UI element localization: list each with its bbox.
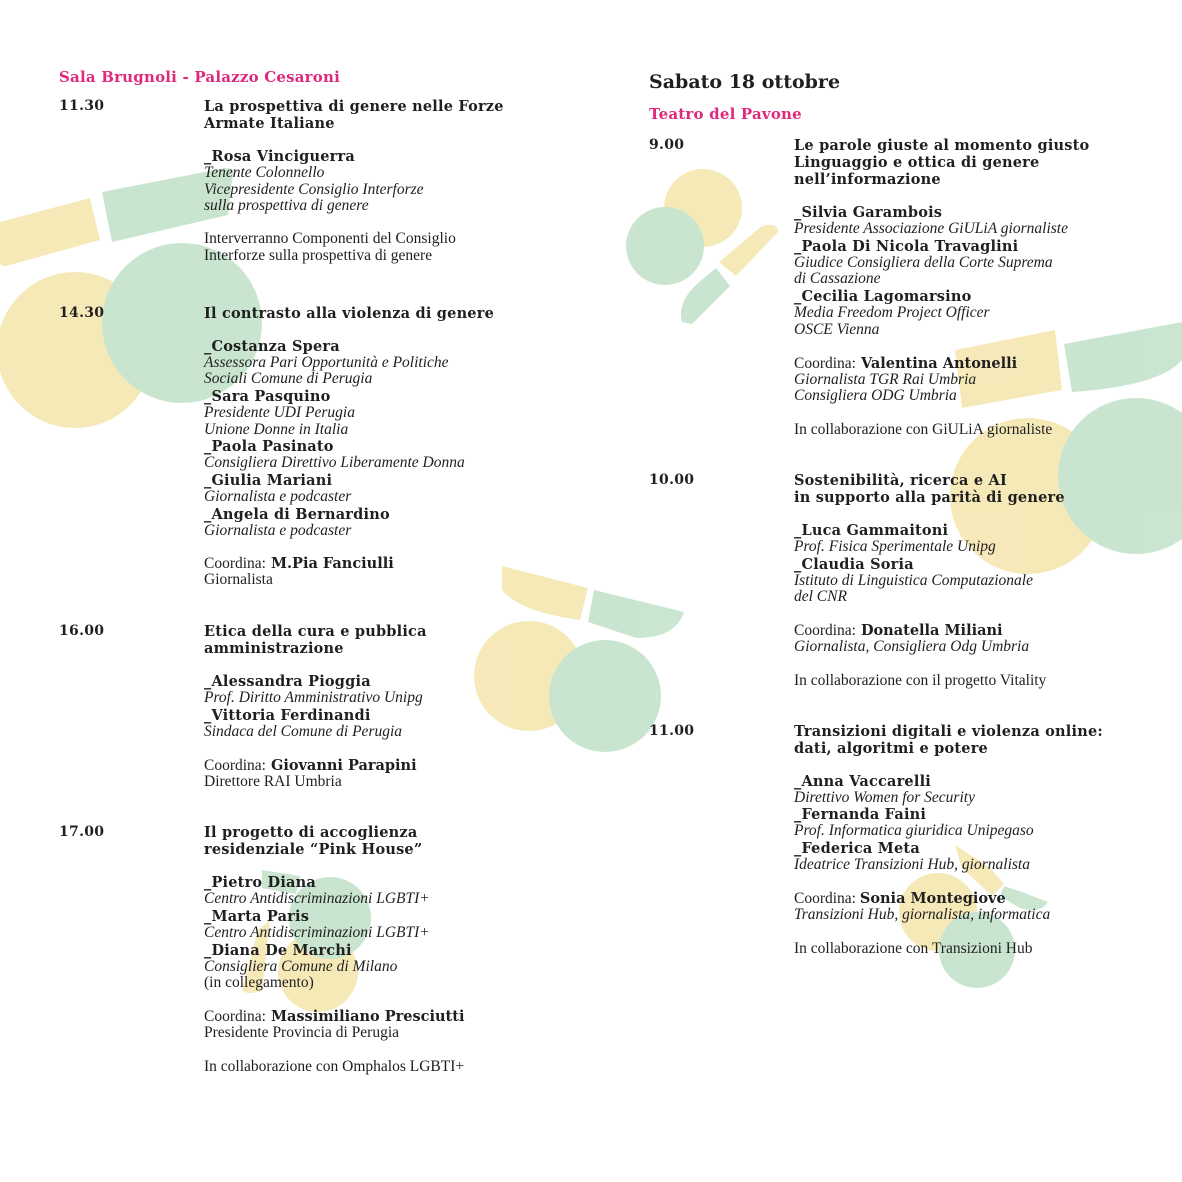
speaker-entry (204, 148, 579, 215)
speaker-entry (794, 288, 1174, 338)
spacer (794, 874, 1174, 890)
speaker-entry (204, 388, 579, 438)
coordinator-role: Giornalista (204, 571, 273, 589)
speaker-entry (204, 506, 579, 540)
speaker-role: Presidente Associazione GiULiA giornaliste (794, 220, 1068, 237)
program-session (59, 824, 579, 1075)
collaboration-note: In collaborazione con GiULiA giornaliste (794, 420, 1053, 438)
speaker-name: _Vittoria Ferdinandi (204, 706, 371, 724)
session-note: Interverranno Componenti del Consiglio (204, 230, 456, 248)
coordinator-label: Coordina: (204, 1008, 266, 1026)
speaker-name: _Luca Gammaitoni (794, 521, 949, 539)
coordinator-line (204, 555, 579, 572)
coordinator-line (204, 757, 579, 774)
session-title-line: Le parole giuste al momento giusto (794, 137, 1090, 154)
speaker-role: Centro Antidiscriminazioni LGBTI+ (204, 890, 430, 908)
coordinator-line (794, 355, 1174, 372)
speaker-role: Vicepresidente Consiglio Interforze (204, 180, 424, 198)
speaker-entry (204, 338, 579, 388)
collaboration-note: In collaborazione con Transizioni Hub (794, 939, 1033, 957)
coordinator-label: Coordina: (204, 756, 266, 774)
spacer (204, 539, 579, 555)
session-title-line: La prospettiva di genere nelle Forze (204, 98, 504, 115)
coordinator-name: Donatella Miliani (860, 622, 1003, 640)
speaker-role: Giudice Consigliera della Corte Suprema (794, 253, 1053, 271)
collaboration-note: In collaborazione con il progetto Vitality (794, 671, 1047, 689)
coordinator-role: Giornalista, Consigliera Odg Umbria (794, 638, 1030, 656)
session-time: 17.00 (59, 824, 105, 841)
session-title-line: in supporto alla parità di genere (794, 488, 1065, 506)
speaker-role: Direttivo Women for Security (794, 788, 975, 806)
coordinator-role: Transizioni Hub, giornalista, informatica (794, 905, 1051, 923)
day-heading: Sabato 18 ottobre (649, 71, 841, 93)
speaker-role: Centro Antidiscriminazioni LGBTI+ (204, 923, 430, 941)
speaker-name: _Giulia Mariani (204, 472, 333, 490)
speaker-role: OSCE Vienna (794, 320, 880, 338)
speaker-name: _Paola Pasinato (204, 438, 334, 456)
session-time: 11.00 (649, 722, 695, 739)
program-session (649, 723, 1174, 957)
speaker-role: Prof. Diritto Amministrativo Unipg (204, 689, 423, 707)
session-title-line: nell’informazione (794, 171, 941, 188)
session-title-line: Linguaggio e ottica di genere (794, 154, 1040, 171)
coordinator-label: Coordina: (794, 622, 856, 640)
program-session (649, 472, 1174, 689)
session-title (794, 137, 1174, 188)
coordinator-line (794, 622, 1174, 639)
speaker-name: _Claudia Soria (794, 555, 914, 573)
session-title (204, 305, 579, 322)
speaker-role: Unione Donne in Italia (204, 420, 349, 438)
speaker-entry (794, 773, 1174, 807)
speaker-name: _Silvia Garambois (794, 204, 943, 221)
speaker-name: _Anna Vaccarelli (794, 772, 931, 790)
session-time: 16.00 (59, 623, 105, 640)
program-session (59, 98, 579, 265)
speaker-role: Giornalista e podcaster (204, 521, 352, 539)
coordinator-name: Valentina Antonelli (860, 354, 1018, 372)
speaker-entry (794, 204, 1174, 238)
speaker-role: Consigliera Comune di Milano (204, 957, 398, 975)
speaker-role: Prof. Informatica giuridica Unipegaso (794, 822, 1034, 840)
speaker-entry (204, 874, 579, 908)
speaker-role: Consigliera Direttivo Liberamente Donna (204, 454, 465, 472)
coordinator-role: Direttore RAI Umbria (204, 772, 342, 790)
program-session (59, 623, 579, 790)
left-column (59, 68, 579, 1075)
session-title-line: Il contrasto alla violenza di genere (204, 304, 494, 322)
coordinator-role: Presidente Provincia di Perugia (204, 1024, 399, 1042)
speaker-name: _Angela di Bernardino (204, 505, 390, 523)
speaker-entry (204, 942, 579, 992)
collaboration-note: In collaborazione con Omphalos LGBTI+ (204, 1057, 465, 1075)
speaker-role: del CNR (794, 588, 847, 606)
program-session (649, 137, 1174, 438)
program-session (59, 305, 579, 590)
speaker-entry (204, 673, 579, 707)
speaker-name: _Paola Di Nicola Travaglini (794, 237, 1019, 255)
session-title-line: Transizioni digitali e violenza online: (794, 722, 1103, 740)
speaker-entry (204, 707, 579, 741)
speaker-name: _Rosa Vinciguerra (204, 148, 355, 165)
coordinator-name: Giovanni Parapini (270, 756, 417, 774)
speaker-role: Ideatrice Transizioni Hub, giornalista (794, 856, 1030, 874)
speaker-entry (794, 840, 1174, 874)
spacer (204, 215, 579, 231)
speaker-role: Presidente UDI Perugia (204, 403, 355, 421)
session-title-line: dati, algoritmi e potere (794, 739, 988, 757)
session-title-line: Il progetto di accoglienza (204, 824, 418, 842)
speaker-role: Tenente Colonnello (204, 164, 325, 181)
speaker-entry (794, 238, 1174, 288)
speaker-entry (794, 522, 1174, 556)
venue-heading: Sala Brugnoli - Palazzo Cesaroni (59, 68, 340, 86)
speaker-name: _Fernanda Faini (794, 806, 927, 824)
speaker-name: _Pietro Diana (204, 874, 316, 892)
session-title (794, 723, 1174, 757)
speaker-entry (794, 806, 1174, 840)
coordinator-name: M.Pia Fanciulli (270, 555, 394, 573)
spacer (204, 992, 579, 1008)
session-title (204, 824, 579, 858)
spacer (794, 339, 1174, 355)
coordinator-role: Giornalista TGR Rai Umbria (794, 370, 977, 388)
speaker-role: Assessora Pari Opportunità e Politiche (204, 353, 449, 371)
coordinator-role: Consigliera ODG Umbria (794, 387, 957, 405)
session-time: 10.00 (649, 471, 695, 488)
speaker-name: _Diana De Marchi (204, 941, 352, 959)
speaker-role: Sociali Comune di Perugia (204, 370, 373, 388)
speaker-name: _Cecilia Lagomarsino (794, 288, 972, 306)
session-title-line: Sostenibilità, ricerca e AI (794, 471, 1007, 489)
speaker-name: _Alessandra Pioggia (204, 673, 371, 691)
coordinator-line (204, 1008, 579, 1025)
venue-heading: Teatro del Pavone (649, 105, 802, 123)
speaker-name: _Sara Pasquino (204, 387, 331, 405)
speaker-role: Media Freedom Project Officer (794, 304, 990, 322)
speaker-role: sulla prospettiva di genere (204, 197, 369, 215)
session-title (204, 623, 579, 657)
speaker-name: _Costanza Spera (204, 337, 340, 355)
coordinator-name: Sonia Montegiove (859, 889, 1006, 907)
session-title (204, 98, 579, 132)
session-time: 14.30 (59, 304, 105, 321)
speaker-entry (204, 438, 579, 472)
session-title (794, 472, 1174, 506)
speaker-entry (794, 556, 1174, 606)
speaker-name: _Federica Meta (794, 840, 920, 858)
session-time: 11.30 (59, 98, 105, 114)
session-time: 9.00 (649, 137, 685, 153)
speaker-role: Giornalista e podcaster (204, 488, 352, 506)
spacer (204, 741, 579, 757)
speaker-entry (204, 908, 579, 942)
speaker-role: di Cassazione (794, 270, 881, 288)
session-title-line: Armate Italiane (204, 115, 335, 132)
coordinator-label: Coordina: (794, 354, 856, 372)
speaker-note: (in collegamento) (204, 974, 314, 992)
speaker-name: _Marta Paris (204, 907, 310, 925)
speaker-role: Istituto di Linguistica Computazionale (794, 571, 1033, 589)
speaker-entry (204, 472, 579, 506)
speaker-role: Sindaca del Comune di Perugia (204, 722, 403, 740)
session-title-line: amministrazione (204, 640, 344, 658)
coordinator-name: Massimiliano Presciutti (270, 1008, 465, 1026)
session-title-line: residenziale “Pink House” (204, 841, 423, 859)
session-title-line: Etica della cura e pubblica (204, 623, 427, 641)
right-column (649, 68, 1174, 957)
coordinator-line (794, 890, 1174, 907)
coordinator-label: Coordina: (794, 889, 860, 907)
coordinator-label: Coordina: (204, 555, 266, 573)
spacer (794, 606, 1174, 622)
speaker-role: Prof. Fisica Sperimentale Unipg (794, 537, 996, 555)
session-note: Interforze sulla prospettiva di genere (204, 246, 433, 264)
